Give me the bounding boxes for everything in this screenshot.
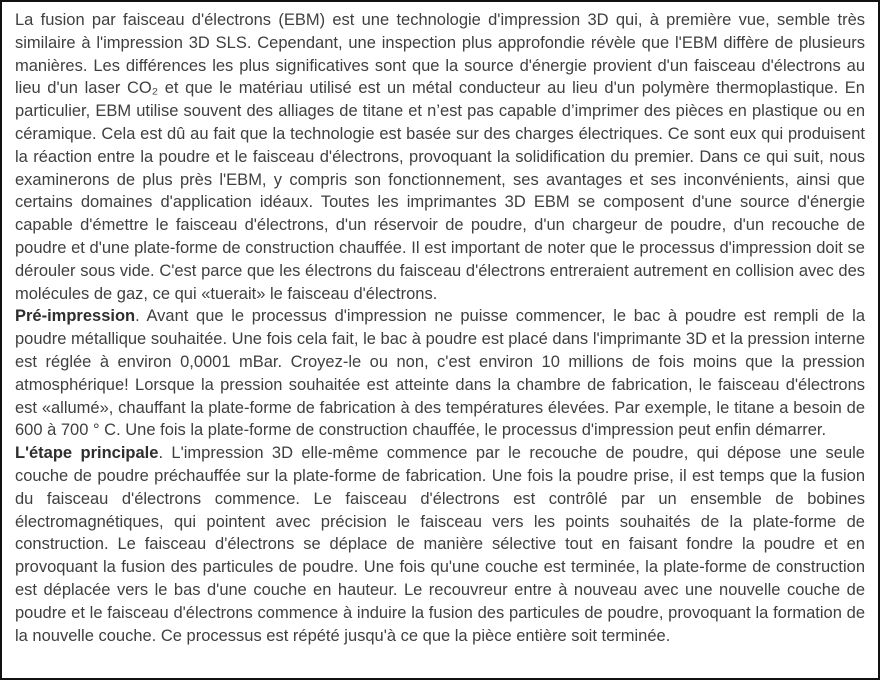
paragraph-etape-principale [15, 442, 865, 647]
paragraph-etape-principale-text: . L'impression 3D elle-même commence par le recouche de poudre, qui dépose une seule couche de poudre préchauffée sur la plate-forme de fabrication. Une fois la poudre prise, il est temps que la fusion du faisceau d'électrons commence. Le faisceau d'électrons est contrôlé par un ensemble de bobines électromagnétiques, qui pointent avec précision le faisceau vers les points souhaités de la plate-forme de construction. Le faisceau d'électrons se déplace de manière sélective tout en faisant fondre la poudre et en provoquant la fusion des particules de poudre. Une fois qu'une couche est terminée, la plate-forme de construction est déplacée vers le bas d'une couche en hauteur. Le recouvreur entre à nouveau avec une nouvelle couche de poudre et le faisceau d'électrons commence à induire la fusion des particules de poudre, provoquant la formation de la nouvelle couche. Ce processus est répété jusqu'à ce que la pièce entière soit terminée. [15, 444, 865, 645]
paragraph-pre-impression-lead: Pré-impression [15, 307, 136, 326]
paragraph-pre-impression [15, 305, 865, 442]
paragraph-intro-text: La fusion par faisceau d'électrons (EBM) est une technologie d'impression 3D qui, à première vue, semble très similaire à l'impression 3D SLS. Cependant, une inspection plus approfondie révèle que l'EBM diffère de plusieurs manières. Les différences les plus significatives sont que la source d'énergie provient d'un faisceau d'électrons au lieu d'un laser CO₂ et que le matériau utilisé est un métal conducteur au lieu d'un polymère thermoplastique. En particulier, EBM utilise souvent des alliages de titane et n’est pas capable d’imprimer des pièces en plastique ou en céramique. Cela est dû au fait que la technologie est basée sur des charges électriques. Ce sont eux qui produisent la réaction entre la poudre et le faisceau d'électrons, provoquant la solidification du premier. Dans ce qui suit, nous examinerons de plus près l'EBM, y compris son fonctionnement, ses avantages et ses inconvénients, ainsi que certains domaines d'application idéaux. Toutes les imprimantes 3D EBM se composent d'une source d'énergie capable d'émettre le faisceau d'électrons, d'un réservoir de poudre, d'un chargeur de poudre, d'un recouche de poudre et d'une plate-forme de construction chauffée. Il est important de noter que le processus d'impression doit se dérouler sous vide. C'est parce que les électrons du faisceau d'électrons entreraient autrement en collision avec des molécules de gaz, ce qui «tuerait» le faisceau d'électrons. [15, 11, 865, 303]
paragraph-etape-principale-lead: L'étape principale [15, 444, 159, 463]
paragraph-intro [15, 9, 865, 305]
paragraph-pre-impression-text: . Avant que le processus d'impression ne puisse commencer, le bac à poudre est rempli de la poudre métallique souhaitée. Une fois cela fait, le bac à poudre est placé dans l'imprimante 3D et la pression interne est réglée à environ 0,0001 mBar. Croyez-le ou non, c'est environ 10 millions de fois moins que la pression atmosphérique! Lorsque la pression souhaitée est atteinte dans la chambre de fabrication, le faisceau d'électrons est «allumé», chauffant la plate-forme de fabrication à des températures élevées. Par exemple, le titane a besoin de 600 à 700 ° C. Une fois la plate-forme de construction chauffée, le processus d'impression peut enfin démarrer. [15, 307, 865, 440]
